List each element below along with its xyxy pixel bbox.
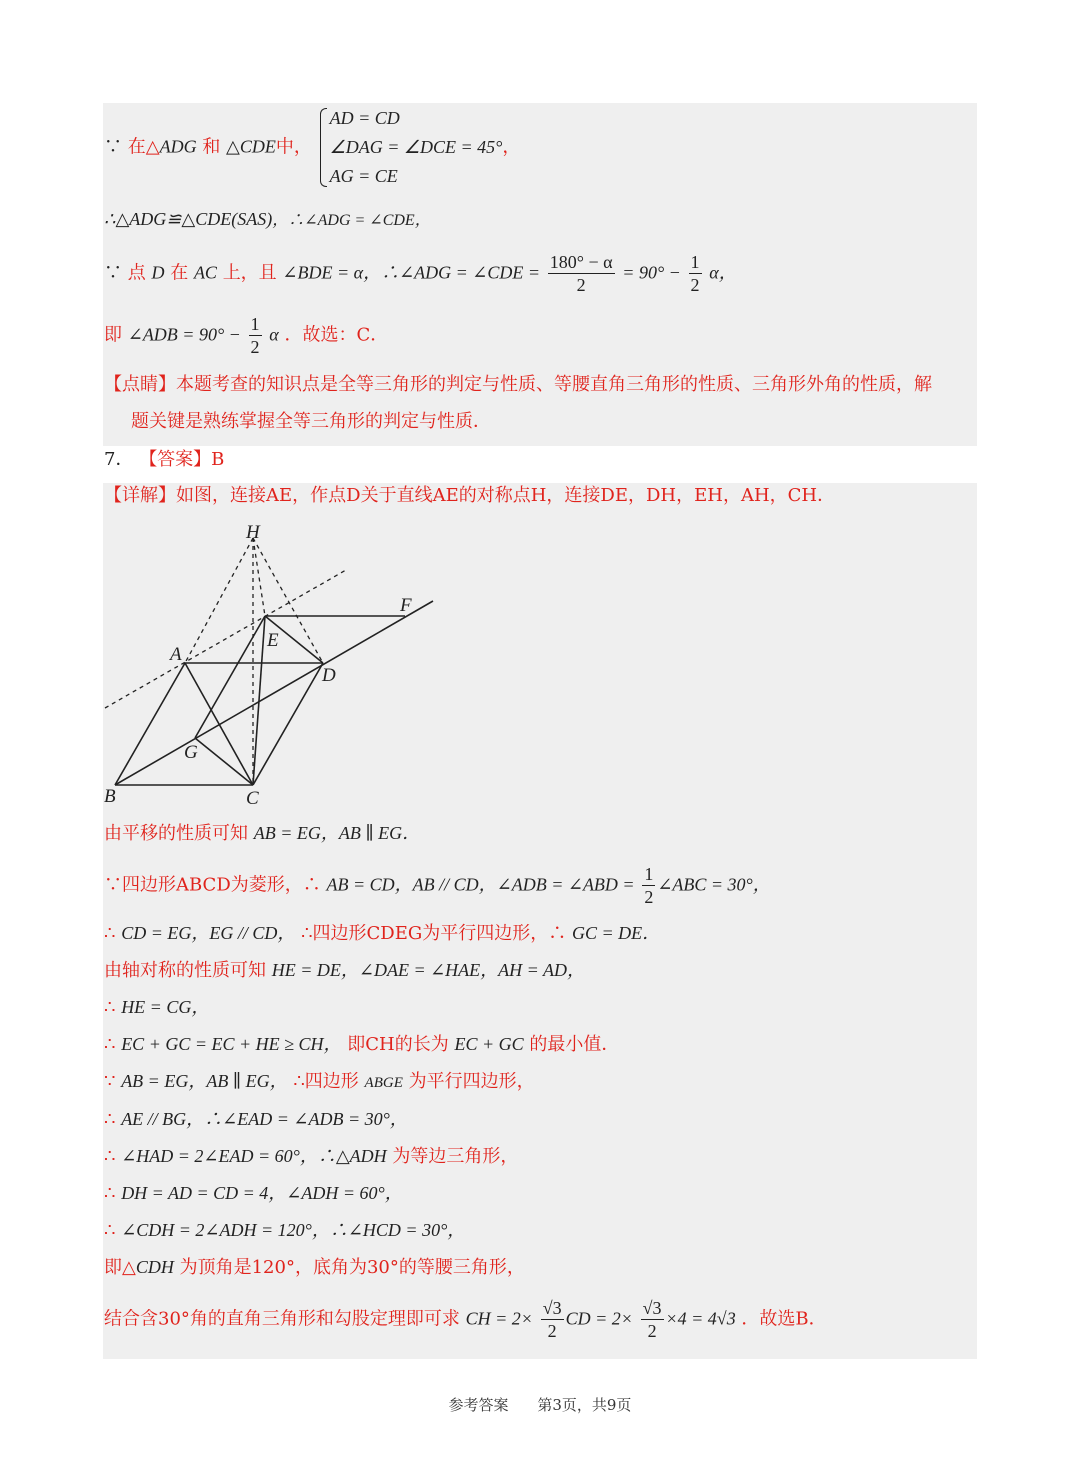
label-F: F bbox=[400, 595, 412, 616]
page-footer bbox=[0, 1394, 1080, 1415]
fraction: $\frac{1}{2}$ bbox=[690, 252, 700, 295]
label-B: B bbox=[104, 786, 116, 807]
label-A: A bbox=[170, 644, 182, 665]
q7-step-10: ∴ DH = AD = CD = 4，∠ADH = 60°， bbox=[104, 1183, 403, 1204]
q7-answer-header: 7． 【答案】B bbox=[104, 449, 225, 470]
q7-step-8: ∴ AE // BG，∴∠EAD = ∠ADB = 30°， bbox=[104, 1109, 408, 1130]
q6-line-angle-calc: ∵ 点 D 在 AC 上，且 ∠BDE = α，∴∠ADG = ∠CDE = $\frac{180^\circ - \alpha}{2}$ = 90° − $\frac{1}{2}$ α， bbox=[104, 252, 737, 295]
q7-step-1: 由平移的性质可知 AB = EG，AB ∥ EG． bbox=[104, 823, 421, 844]
fraction: $\frac{√3}{2}$ bbox=[542, 1298, 562, 1341]
q7-step-5: ∴ HE = CG， bbox=[104, 997, 210, 1018]
q6-key-point-line1: 【点睛】本题考查的知识点是全等三角形的判定与性质、等腰直角三角形的性质、三角形外角的性质，解 bbox=[104, 374, 932, 395]
q7-step-2: ∵四边形ABCD为菱形，∴ AB = CD，AB // CD，∠ADB = ∠ABD = $\frac{1}{2}$ ∠ABC = 30°， bbox=[104, 864, 771, 907]
label-C: C bbox=[246, 788, 259, 808]
page-number: 第3页，共9页 bbox=[537, 1396, 632, 1414]
fraction: $\frac{√3}{2}$ bbox=[642, 1298, 662, 1341]
q7-step-6: ∴ EC + GC = EC + HE ≥ CH， 即CH的长为 EC + GC 的最小值． bbox=[104, 1034, 620, 1055]
q6-line-congruence-setup: ∵ 在△ADG 和 △CDE中， AD = CD ∠DAG = ∠DCE = 45° AG = CE ， bbox=[104, 104, 520, 191]
label-G: G bbox=[184, 742, 198, 763]
q7-explanation-intro: 【详解】如图，连接AE，作点D关于直线AE的对称点H，连接DE，DH，EH，AH，CH． bbox=[104, 485, 836, 506]
label-H: H bbox=[246, 522, 260, 543]
label-D: D bbox=[322, 665, 336, 686]
label-E: E bbox=[267, 630, 279, 651]
q7-step-7: ∵ AB = EG，AB ∥ EG， ∴四边形 ABGE 为平行四边形， bbox=[104, 1071, 535, 1092]
fraction: $\frac{1}{2}$ bbox=[644, 864, 654, 907]
q7-step-13: 结合含30°角的直角三角形和勾股定理即可求 CH = 2× $\frac{√3}{2}$ CD = 2× $\frac{√3}{2}$ ×4 = 4√3 ．故选B． bbox=[104, 1298, 827, 1341]
equation-system: AD = CD ∠DAG = ∠DCE = 45° AG = CE bbox=[318, 104, 503, 191]
q7-step-3: ∴ CD = EG，EG // CD， ∴四边形CDEG为平行四边形，∴ GC = DE． bbox=[104, 923, 661, 944]
q7-step-9: ∴ ∠HAD = 2∠EAD = 60°，∴△ADH 为等边三角形， bbox=[104, 1146, 519, 1167]
footer-title: 参考答案 bbox=[448, 1396, 509, 1414]
q6-line-conclusion: 即 ∠ADB = 90° − $\frac{1}{2}$ α ．故选：C． bbox=[104, 314, 389, 357]
fraction: $\frac{1}{2}$ bbox=[250, 314, 260, 357]
q6-key-point-line2: 题关键是熟练掌握全等三角形的判定与性质． bbox=[131, 411, 491, 432]
geometry-figure bbox=[100, 518, 440, 808]
q7-step-4: 由轴对称的性质可知 HE = DE，∠DAE = ∠HAE，AH = AD， bbox=[104, 960, 585, 981]
q7-step-12: 即△CDH 为顶角是120°，底角为30°的等腰三角形， bbox=[104, 1257, 525, 1278]
fraction: $\frac{180^\circ - \alpha}{2}$ bbox=[549, 252, 613, 295]
q6-line-congruence-result: ∴△ADG≌△CDE(SAS)，∴∠ADG = ∠CDE， bbox=[104, 209, 431, 229]
q7-step-11: ∴ ∠CDH = 2∠ADH = 120°，∴∠HCD = 30°， bbox=[104, 1220, 466, 1241]
